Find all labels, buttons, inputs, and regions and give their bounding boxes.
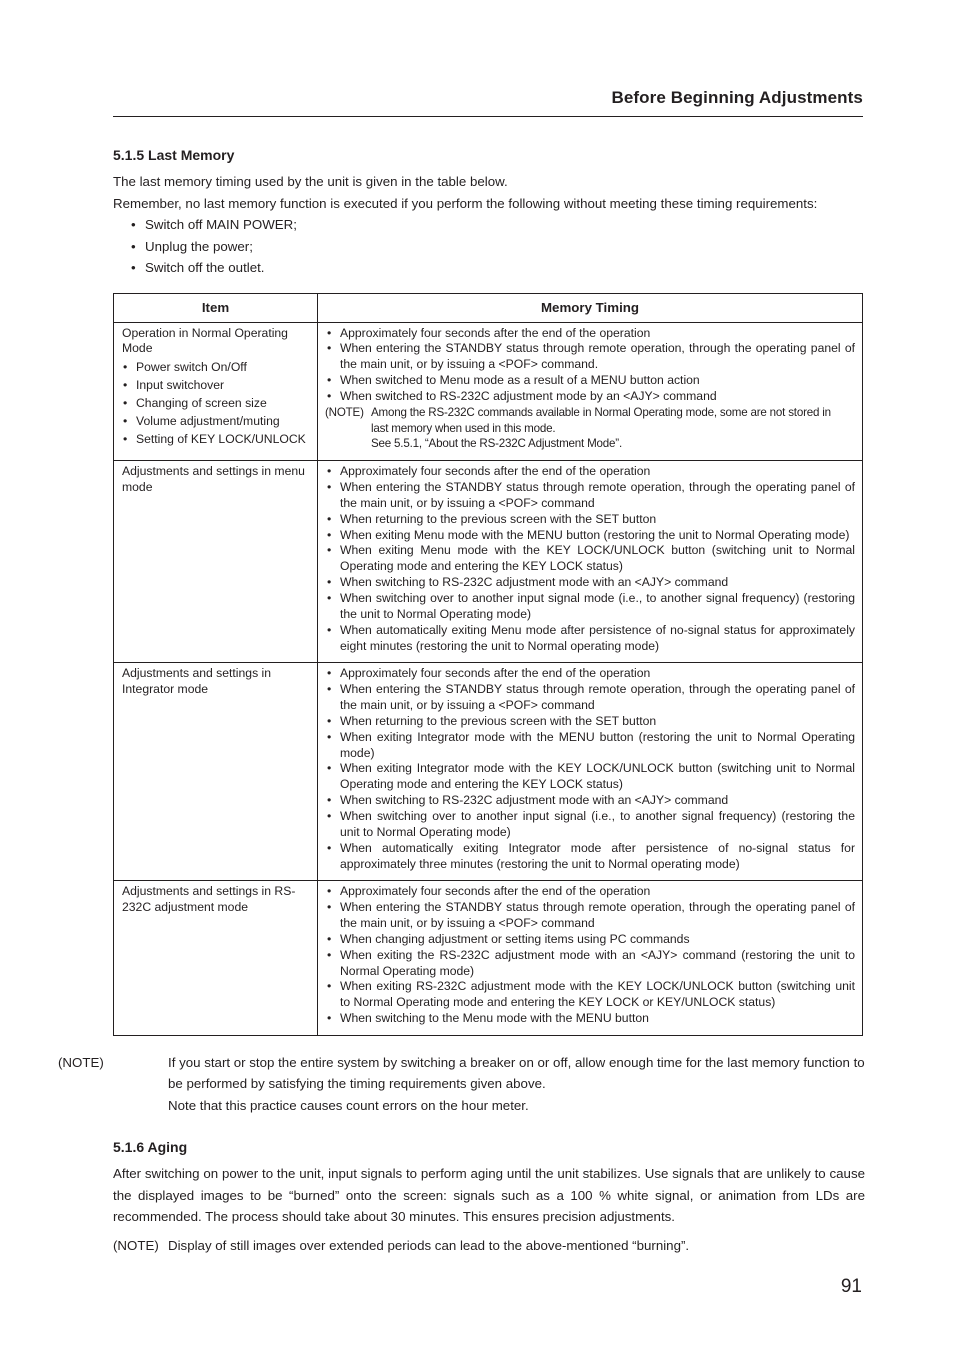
table-row [114, 663, 863, 881]
note-after-table [58, 1052, 865, 1117]
section-heading-last-memory: 5.1.5 Last Memory [113, 147, 235, 163]
timing-list [325, 666, 855, 872]
table-note [325, 405, 855, 453]
note-label: (NOTE) [113, 1237, 159, 1253]
section-heading-aging: 5.1.6 Aging [113, 1139, 188, 1156]
note-reference: See 5.5.1, “About the RS-232C Adjustment Mode”. [371, 437, 622, 451]
timing-item: • When entering the STANDBY status through remote operation, through the operating panel of the main unit, or by issuing a <POF> command. [325, 341, 855, 373]
timing-cell [318, 461, 863, 663]
timing-item: • When returning to the previous screen with the SET button [325, 512, 855, 528]
list-item: • Switch off the outlet. [131, 257, 865, 279]
item-cell [114, 881, 318, 1036]
timing-list [325, 884, 855, 1027]
note-text: Display of still images over extended periods can lead to the above-mentioned “burning”. [168, 1237, 690, 1253]
column-header-memory-timing: Memory Timing [318, 293, 863, 322]
list-item: • Volume adjustment/muting [122, 412, 309, 430]
timing-item: • When exiting Menu mode with the KEY LOCK/UNLOCK button (switching unit to Normal Operating mode and entering the KEY LOCK status) [325, 543, 855, 575]
note-label: (NOTE) [325, 405, 364, 419]
item-cell [114, 461, 318, 663]
page-number: 91 [840, 1276, 862, 1297]
timing-item: • When returning to the previous screen with the SET button [325, 714, 855, 730]
timing-item: • When exiting Integrator mode with the KEY LOCK/UNLOCK button (switching unit to Normal Operating mode and entering the KEY LOCK status) [325, 761, 855, 793]
item-cell [114, 663, 318, 881]
table-row [114, 322, 863, 461]
timing-cell [318, 881, 863, 1036]
timing-item: • When switching to the Menu mode with the MENU button [325, 1011, 855, 1027]
page-content [58, 146, 865, 1256]
requirements-list [113, 214, 865, 279]
timing-item: • Approximately four seconds after the end of the operation [325, 326, 855, 342]
note-text: Note that this practice causes count errors on the hour meter. [168, 1097, 529, 1113]
timing-list [325, 326, 855, 405]
list-item: • Power switch On/Off [122, 358, 309, 376]
list-item: • Unplug the power; [131, 236, 865, 258]
column-header-item: Item [114, 293, 318, 322]
table-row [114, 881, 863, 1036]
timing-item: • When switching to RS-232C adjustment mode with an <AJY> command [325, 793, 855, 809]
timing-item: • When entering the STANDBY status through remote operation, through the operating panel of the main unit, or by issuing a <POF> command [325, 682, 855, 714]
timing-item: • When exiting Integrator mode with the MENU button (restoring the unit to Normal Operating mode) [325, 730, 855, 762]
timing-item: • Approximately four seconds after the end of the operation [325, 464, 855, 480]
timing-item: • When switching to RS-232C adjustment mode with an <AJY> command [325, 575, 855, 591]
timing-item: • When switching over to another input signal mode (i.e., to another signal frequency) (restoring the unit to Normal Operating mode) [325, 591, 855, 623]
item-title: Adjustments and settings in Integrator mode [122, 666, 272, 697]
timing-item: • When changing adjustment or setting items using PC commands [325, 932, 855, 948]
timing-item: • When switched to Menu mode as a result of a MENU button action [325, 373, 855, 389]
item-sublist [122, 358, 309, 448]
timing-item: • When entering the STANDBY status through remote operation, through the operating panel of the main unit, or by issuing a <POF> command [325, 480, 855, 512]
list-item: • Switch off MAIN POWER; [131, 214, 865, 236]
note-label: (NOTE) [58, 1054, 104, 1070]
timing-item: • When exiting RS-232C adjustment mode with the KEY LOCK/UNLOCK button (switching unit to Normal Operating mode and entering the KEY LOCK or KEY/UNLOCK status) [325, 979, 855, 1011]
timing-item: • When exiting Menu mode with the MENU button (restoring the unit to Normal Operating mode) [325, 528, 855, 544]
intro-paragraph-1: The last memory timing used by the unit is given in the table below. [113, 174, 508, 189]
timing-item: • Approximately four seconds after the end of the operation [325, 884, 855, 900]
note-text: If you start or stop the entire system by switching a breaker on or off, allow enough time for the last memory function to be performed by satisfying the timing requirements given above. [168, 1054, 865, 1092]
item-cell [114, 322, 318, 461]
list-item: • Setting of KEY LOCK/UNLOCK [122, 430, 309, 448]
list-item: • Changing of screen size [122, 394, 309, 412]
table-header-row [114, 293, 863, 322]
timing-item: • When exiting the RS-232C adjustment mode with an <AJY> command (restoring the unit to Normal Operating mode) [325, 948, 855, 980]
timing-item: • When switching over to another input signal (i.e., to another signal frequency) (restoring the unit to Normal Operating mode) [325, 809, 855, 841]
timing-item: • Approximately four seconds after the end of the operation [325, 666, 855, 682]
intro-paragraph-2: Remember, no last memory function is executed if you perform the following without meeting these timing requirements: [113, 195, 818, 211]
table-row [114, 461, 863, 663]
timing-item: • When switched to RS-232C adjustment mode by an <AJY> command [325, 389, 855, 405]
aging-paragraph: After switching on power to the unit, input signals to perform aging until the unit stabilizes. Use signals that are unlikely to cause the displayed images to be “burned” onto the screen: signals such as a 100 % white signal, or animation from LDs are recommended. The process should take about 30 minutes. This ensures precision adjustments. [113, 1166, 865, 1225]
item-title: Adjustments and settings in menu mode [122, 464, 305, 495]
item-title: Adjustments and settings in RS-232C adjustment mode [122, 884, 296, 915]
header-divider [113, 116, 863, 117]
aging-note [113, 1235, 865, 1257]
timing-cell [318, 663, 863, 881]
timing-item: • When automatically exiting Menu mode after persistence of no-signal status for approximately eight minutes (restoring the unit to Normal operating mode) [325, 623, 855, 655]
note-text: Among the RS-232C commands available in Normal Operating mode, some are not stored in [371, 405, 831, 419]
memory-timing-table [113, 293, 863, 1036]
timing-item: • When entering the STANDBY status through remote operation, through the operating panel of the main unit, or by issuing a <POF> command [325, 900, 855, 932]
item-title: Operation in Normal Operating Mode [122, 325, 288, 356]
note-text: last memory when used in this mode. [371, 421, 556, 435]
timing-item: • When automatically exiting Integrator mode after persistence of no-signal status for approximately three minutes (restoring the unit to Normal operating mode) [325, 841, 855, 873]
timing-cell [318, 322, 863, 461]
timing-list [325, 464, 855, 654]
list-item: • Input switchover [122, 376, 309, 394]
page-header-title: Before Beginning Adjustments [611, 88, 863, 107]
